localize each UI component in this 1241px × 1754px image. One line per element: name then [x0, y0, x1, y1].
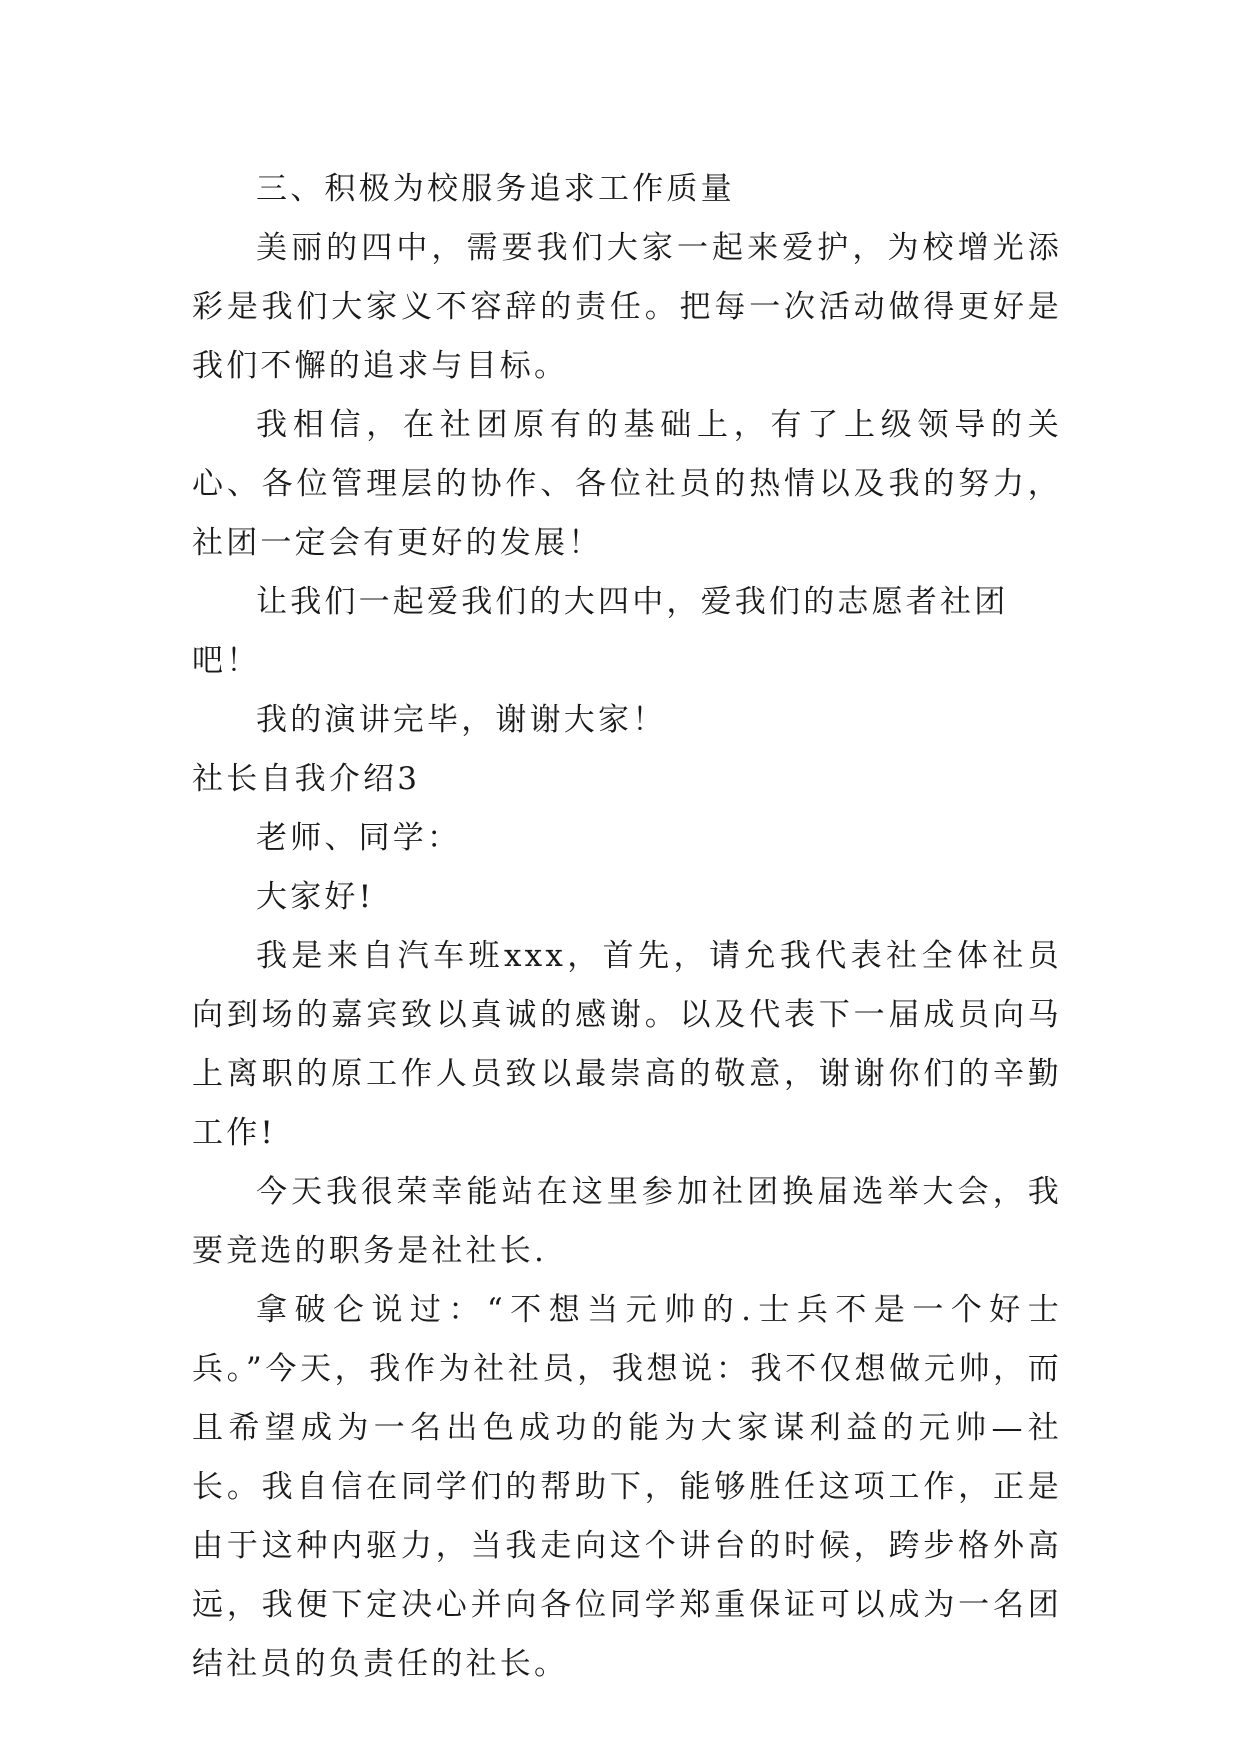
greeting-line: 大家好!: [256, 879, 375, 915]
paragraph: 今天我很荣幸能站在这里参加社团换届选举大会，我要竞选的职务是社社长.: [192, 1174, 1062, 1269]
paragraph: 我相信，在社团原有的基础上，有了上级领导的关心、各位管理层的协作、各位社员的热情以及我的努力，社团一定会有更好的发展！: [192, 407, 1062, 561]
greeting-line: 老师、同学：: [256, 820, 462, 856]
paragraph: 让我们一起爱我们的大四中，爱我们的志愿者社团吧！: [192, 584, 1009, 679]
paragraph: 拿破仑说过：“不想当元帅的.士兵不是一个好士兵。”今天，我作为社社员，我想说：我不仅想做元帅，而且希望成为一名出色成功的能为大家谋利益的元帅—社长。我自信在同学们的帮助下，能够胜任这项工作，正是由于这种内驱力，当我走向这个讲台的时候，跨步格外高远，我便下定决心并向各位同学郑重保证可以成为一名团结社员的负责任的社长。: [192, 1292, 1062, 1682]
document-title: 社长自我介绍3: [192, 761, 421, 797]
document-text: [192, 160, 1062, 1694]
paragraph: 美丽的四中，需要我们大家一起来爱护，为校增光添彩是我们大家义不容辞的责任。把每一次活动做得更好是我们不懈的追求与目标。: [192, 230, 1062, 384]
paragraph: 我的演讲完毕，谢谢大家！: [256, 702, 667, 738]
paragraph: 我是来自汽车班xxx，首先，请允我代表社全体社员向到场的嘉宾致以真诚的感谢。以及代表下一届成员向马上离职的原工作人员致以最崇高的敬意，谢谢你们的辛勤工作!: [192, 938, 1062, 1151]
section-heading: 三、积极为校服务追求工作质量: [256, 171, 735, 207]
